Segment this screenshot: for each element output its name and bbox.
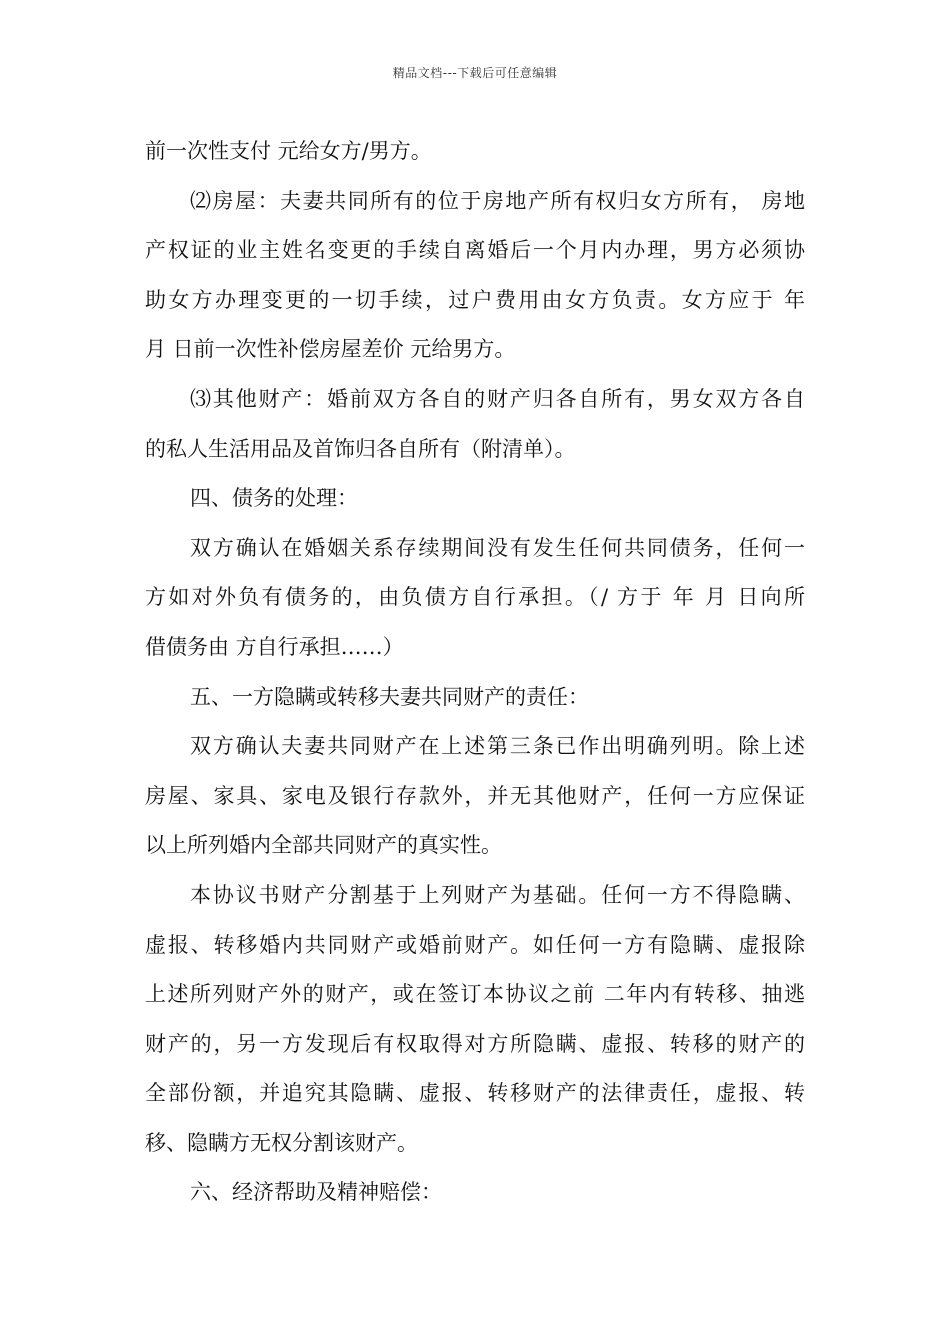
text-line: 方如对外负有债务的，由负债方自行承担。（/ 方于 年 月 日向所 bbox=[145, 585, 805, 610]
section-heading: 四、债务的处理： bbox=[190, 486, 358, 511]
text-line: 上述所列财产外的财产，或在签订本协议之前 二年内有转移、抽逃 bbox=[145, 982, 805, 1007]
text-line: ⑵房屋：夫妻共同所有的位于房地产所有权归女方所有， 房地 bbox=[190, 188, 805, 213]
text-line: 财产的，另一方发现后有权取得对方所隐瞒、虚报、转移的财产的 bbox=[145, 1031, 805, 1056]
page-header: 精品文档---下载后可任意编辑 bbox=[392, 66, 558, 80]
text-line: 全部份额，并追究其隐瞒、虚报、转移财产的法律责任，虚报、转 bbox=[145, 1081, 805, 1106]
text-line: 的私人生活用品及首饰归各自所有（附清单）。 bbox=[145, 436, 576, 461]
text-line: 本协议书财产分割基于上列财产为基础。任何一方不得隐瞒、 bbox=[190, 882, 805, 907]
text-line: 房屋、家具、家电及银行存款外，并无其他财产，任何一方应保证 bbox=[145, 783, 805, 808]
text-line: 前一次性支付 元给女方/男方。 bbox=[145, 139, 432, 163]
text-line: 移、隐瞒方无权分割该财产。 bbox=[145, 1130, 418, 1155]
section-heading: 五、一方隐瞒或转移夫妻共同财产的责任： bbox=[190, 684, 589, 709]
text-line: 双方确认在婚姻关系存续期间没有发生任何共同债务，任何一 bbox=[190, 535, 805, 560]
text-line: 虚报、转移婚内共同财产或婚前财产。如任何一方有隐瞒、虚报除 bbox=[145, 932, 805, 957]
text-line: ⑶其他财产：婚前双方各自的财产归各自所有，男女双方各自 bbox=[190, 386, 805, 411]
text-line: 产权证的业主姓名变更的手续自离婚后一个月内办理，男方必须协 bbox=[145, 238, 805, 263]
section-heading: 六、经济帮助及精神赔偿： bbox=[190, 1180, 442, 1205]
text-line: 月 日前一次性补偿房屋差价 元给男方。 bbox=[145, 337, 516, 362]
text-line: 助女方办理变更的一切手续，过户费用由女方负责。女方应于 年 bbox=[145, 287, 805, 312]
document-body bbox=[145, 131, 805, 1222]
text-line: 借债务由 方自行承担……） bbox=[145, 634, 404, 659]
text-line: 以上所列婚内全部共同财产的真实性。 bbox=[145, 833, 502, 858]
text-line: 双方确认夫妻共同财产在上述第三条已作出明确列明。除上述 bbox=[190, 734, 805, 759]
